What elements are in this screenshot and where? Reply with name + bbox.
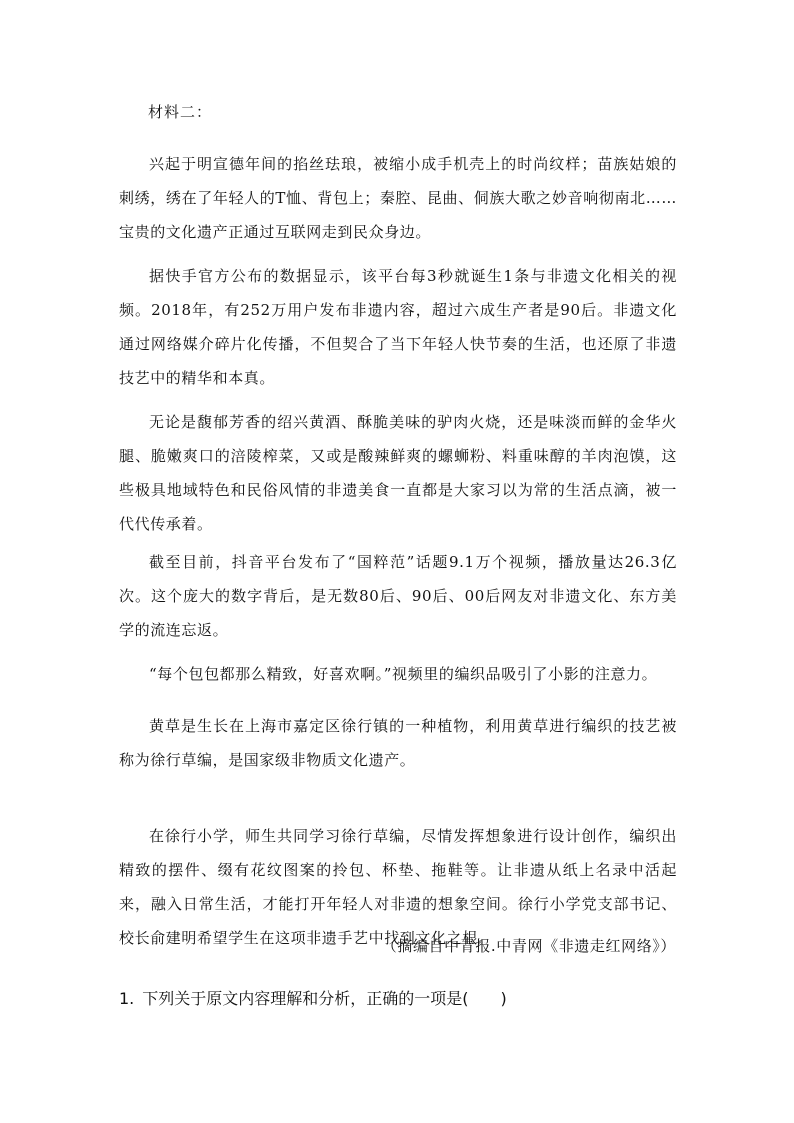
- paragraph-xuxing-school: 在徐行小学，师生共同学习徐行草编，尽情发挥想象进行设计创作，编织出精致的摆件、缀有花纹图案的拎包、杯垫、拖鞋等。让非遗从纸上名录中活起来，融入日常生活，才能打开年轻人对非遗的想象空间。徐行小学党支部书记、校长俞建明希望学生在这项非遗手艺中找到文化之根。: [119, 827, 677, 947]
- material-heading: 材料二：: [148, 103, 213, 121]
- paragraph-heritage-food: 无论是馥郁芳香的绍兴黄酒、酥脆美味的驴肉火烧，还是味淡而鲜的金华火腿、脆嫩爽口的涪陵榨菜，又或是酸辣鲜爽的螺蛳粉、料重味醇的羊肉泡馍，这些极具地域特色和民俗风情的非遗美食一直都是大家习以为常的生活点滴，被一代代传承着。: [119, 413, 677, 533]
- question-number: 1.: [119, 989, 135, 1008]
- question-text: 下列关于原文内容理解和分析，正确的一项是( ): [142, 989, 507, 1008]
- question-1: [119, 984, 507, 1014]
- paragraph-straw-weaving: 黄草是生长在上海市嘉定区徐行镇的一种植物，利用黄草进行编织的技艺被称为徐行草编，是国家级非物质文化遗产。: [119, 717, 677, 769]
- paragraph-kuaishou-data: 据快手官方公布的数据显示，该平台每3秒就诞生1条与非遗文化相关的视频。2018年，有252万用户发布非遗内容，超过六成生产者是90后。非遗文化通过网络媒介碎片化传播，不但契合了当下年轻人快节奏的生活，也还原了非遗技艺中的精华和本真。: [119, 267, 677, 387]
- paragraph-douyin-data: 截至目前，抖音平台发布了“国粹范”话题9.1万个视频，播放量达26.3亿次。这个庞大的数字背后，是无数80后、90后、00后网友对非遗文化、东方美学的流连忘返。: [119, 553, 677, 639]
- paragraph-cultural-heritage-online: 兴起于明宣德年间的掐丝珐琅，被缩小成手机壳上的时尚纹样；苗族姑娘的刺绣，绣在了年轻人的T恤、背包上；秦腔、昆曲、侗族大歌之妙音响彻南北……宝贵的文化遗产正通过互联网走到民众身边。: [119, 155, 677, 241]
- paragraph-quote-bags: “每个包包都那么精致，好喜欢啊。”视频里的编织品吸引了小影的注意力。: [149, 665, 658, 683]
- source-citation: （摘编自中青报.中青网《非遗走红网络》）: [381, 937, 676, 955]
